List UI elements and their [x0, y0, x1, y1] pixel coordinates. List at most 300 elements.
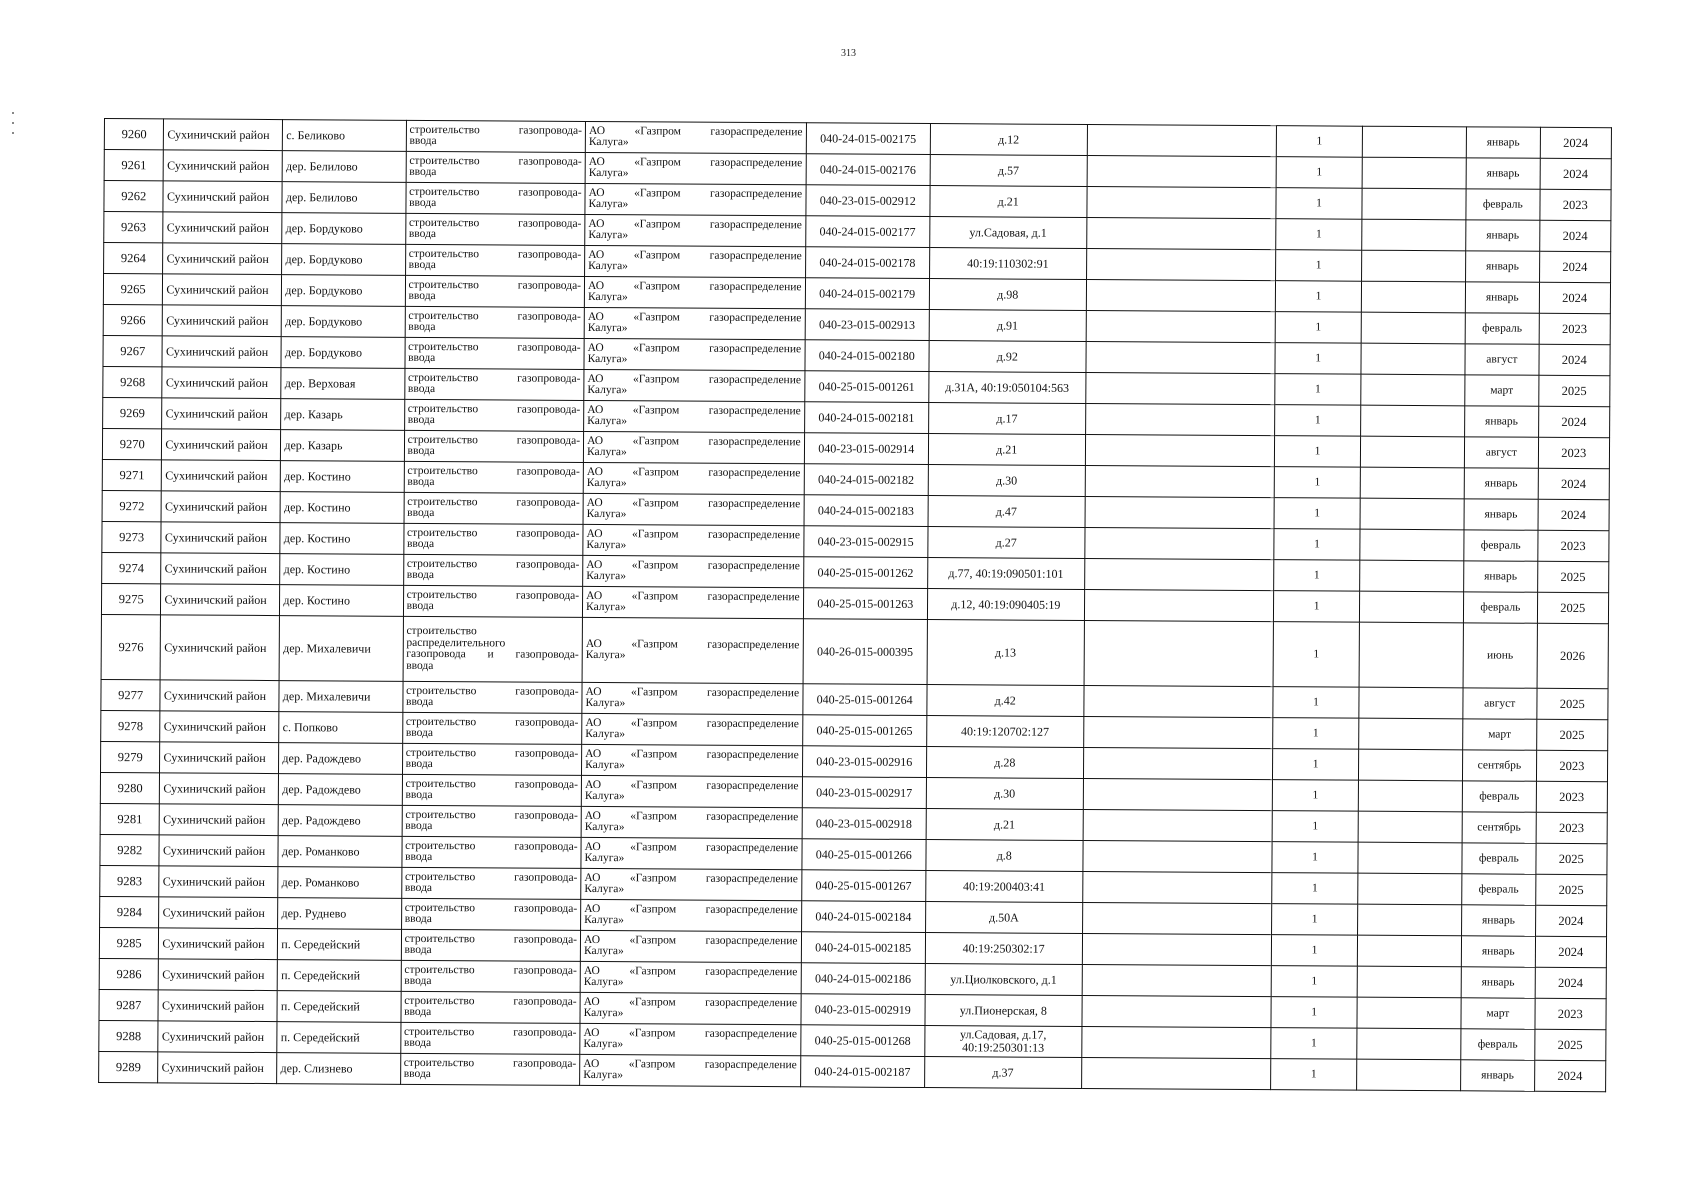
row-number-cell: 9277 [101, 679, 161, 710]
work-type-line: строительство газопровода- [408, 340, 581, 354]
year-cell: 2023 [1535, 998, 1607, 1029]
settlement-cell: с. Попково [279, 712, 402, 744]
month-cell: февраль [1465, 313, 1539, 344]
empty-cell [1357, 1059, 1461, 1091]
address-cell: д.31А, 40:19:050104:563 [929, 372, 1086, 404]
year-cell: 2023 [1536, 750, 1608, 781]
organization-cell [583, 586, 804, 618]
registry-code-cell: 040-24-015-002179 [805, 278, 929, 310]
organization-line: АО «Газпром газораспределение [586, 496, 801, 510]
organization-line: АО «Газпром газораспределение [587, 403, 801, 417]
organization-line: Калуга» [588, 166, 629, 180]
address-cell: ул.Садовая, д.1 [930, 217, 1087, 249]
settlement-cell: дер. Казарь [281, 430, 404, 462]
organization-line: Калуга» [585, 648, 626, 662]
organization-cell [584, 276, 805, 308]
settlement-cell: дер. Романково [278, 836, 401, 868]
work-type-line: ввода [404, 912, 432, 926]
work-type-line: строительство газопровода- [405, 746, 579, 760]
empty-cell [1357, 966, 1461, 998]
empty-cell [1082, 933, 1271, 965]
organization-cell [583, 462, 804, 494]
work-type-line: строительство газопровода- [409, 185, 582, 199]
month-cell: январь [1466, 127, 1540, 158]
work-type-cell [405, 337, 585, 369]
organization-line: АО «Газпром газораспределение [583, 1057, 797, 1071]
row-number-cell: 9274 [102, 552, 162, 583]
month-cell: июнь [1463, 623, 1537, 688]
year-cell: 2024 [1535, 967, 1607, 998]
count-cell: 1 [1276, 188, 1363, 220]
count-cell: 1 [1273, 560, 1360, 592]
registry-code-cell: 040-23-015-002913 [805, 309, 929, 341]
registry-code-cell: 040-25-015-001268 [800, 1025, 924, 1057]
empty-cell [1083, 747, 1272, 779]
address-cell: д.42 [927, 685, 1084, 717]
work-type-line: строительство газопровода- [407, 464, 580, 478]
organization-cell [583, 493, 804, 525]
organization-line: АО «Газпром газораспределение [586, 465, 801, 479]
organization-cell [580, 961, 801, 993]
work-type-cell [402, 712, 582, 744]
settlement-cell: дер. Костино [280, 585, 403, 617]
count-cell: 1 [1275, 250, 1362, 282]
empty-cell [1084, 685, 1273, 717]
registry-code-cell: 040-25-015-001263 [803, 588, 927, 620]
empty-cell [1082, 871, 1271, 903]
work-type-line: ввода [406, 537, 435, 551]
organization-line: АО «Газпром газораспределение [586, 558, 800, 572]
empty-cell [1360, 591, 1464, 623]
registry-code-cell: 040-23-015-002912 [805, 185, 929, 217]
organization-line: АО «Газпром газораспределение [588, 155, 803, 169]
settlement-cell: дер. Руднево [278, 898, 401, 930]
district-cell: Сухиничский район [159, 897, 278, 929]
district-cell: Сухиничский район [163, 212, 282, 244]
row-number-cell: 9278 [101, 710, 161, 741]
count-cell: 1 [1271, 1028, 1358, 1060]
settlement-cell: дер. Костино [280, 523, 403, 555]
settlement-cell: дер. Белилово [282, 151, 405, 183]
organization-cell [585, 152, 806, 184]
address-cell: д.98 [929, 279, 1086, 311]
registry-code-cell: 040-24-015-002187 [800, 1056, 924, 1088]
address-cell: д.47 [928, 496, 1085, 528]
work-type-line: ввода [406, 599, 434, 613]
month-cell: март [1461, 998, 1535, 1029]
organization-line: АО «Газпром газораспределение [587, 434, 801, 448]
work-type-line: ввода [405, 819, 433, 833]
empty-cell [1082, 995, 1271, 1027]
year-cell: 2024 [1539, 344, 1611, 375]
month-cell: февраль [1464, 592, 1538, 623]
settlement-cell: п. Середейский [278, 929, 401, 961]
work-type-line: строительство газопровода- [409, 154, 582, 168]
district-cell: Сухиничский район [164, 150, 283, 182]
organization-line: Калуга» [588, 197, 629, 211]
empty-cell [1087, 187, 1276, 219]
empty-cell [1086, 311, 1275, 343]
organization-line: Калуга» [584, 820, 625, 834]
organization-cell [584, 338, 805, 370]
organization-cell [582, 713, 803, 745]
address-cell: д.77, 40:19:090501:101 [928, 558, 1085, 590]
work-type-line: ввода [404, 881, 433, 895]
registry-body [99, 119, 1612, 1092]
settlement-cell: дер. Романково [278, 867, 401, 899]
work-type-cell [401, 960, 581, 992]
month-cell: февраль [1462, 874, 1536, 905]
year-cell: 2023 [1536, 781, 1608, 812]
year-cell: 2024 [1538, 468, 1610, 499]
registry-code-cell: 040-26-015-000395 [803, 619, 928, 685]
organization-line: АО «Газпром газораспределение [585, 716, 799, 730]
count-cell: 1 [1272, 749, 1359, 781]
count-cell: 1 [1276, 126, 1363, 158]
empty-cell [1361, 343, 1465, 375]
work-type-line: строительство газопровода- [404, 994, 577, 1008]
empty-cell [1362, 188, 1466, 220]
district-cell: Сухиничский район [164, 119, 283, 151]
empty-cell [1085, 496, 1274, 528]
work-type-cell [400, 1022, 580, 1054]
month-cell: сентябрь [1463, 750, 1537, 781]
organization-line: АО «Газпром газораспределение [588, 248, 802, 262]
address-cell: д.21 [926, 809, 1083, 841]
work-type-cell [402, 836, 582, 868]
work-type-line: ввода [408, 227, 437, 241]
row-number-cell: 9270 [102, 428, 162, 459]
settlement-cell: с. Беликово [283, 120, 406, 152]
district-cell: Сухиничский район [158, 1021, 277, 1053]
empty-cell [1081, 1057, 1270, 1089]
month-cell: январь [1461, 936, 1535, 967]
empty-cell [1085, 434, 1274, 466]
work-type-cell [401, 929, 581, 961]
work-type-line: ввода [406, 659, 434, 672]
empty-cell [1361, 312, 1465, 344]
registry-code-cell: 040-24-015-002185 [801, 932, 925, 964]
work-type-line: строительство газопровода- [405, 777, 579, 791]
settlement-cell: п. Середейский [278, 960, 401, 992]
district-cell: Сухиничский район [160, 742, 279, 774]
page-number: 313 [841, 48, 856, 59]
empty-cell [1359, 780, 1463, 812]
work-type-line: строительство газопровода- [407, 526, 580, 540]
row-number-cell: 9285 [99, 927, 159, 958]
row-number-cell: 9263 [104, 212, 164, 243]
address-cell: д.28 [926, 747, 1083, 779]
organization-cell [581, 868, 802, 900]
empty-cell [1358, 842, 1462, 874]
settlement-cell: дер. Бордуково [282, 244, 405, 276]
district-cell: Сухиничский район [163, 305, 282, 337]
count-cell: 1 [1272, 842, 1359, 874]
work-type-cell [404, 368, 584, 400]
year-cell: 2024 [1534, 1060, 1606, 1091]
organization-line: АО «Газпром газораспределение [583, 964, 798, 978]
empty-cell [1083, 809, 1272, 841]
settlement-cell: дер. Бордуково [282, 306, 405, 338]
settlement-cell: дер. Слизнево [277, 1053, 400, 1085]
month-cell: август [1465, 344, 1539, 375]
work-type-line: строительство газопровода- [408, 309, 581, 323]
address-cell: 40:19:250302:17 [925, 933, 1082, 965]
work-type-line: ввода [405, 726, 434, 740]
empty-cell [1085, 465, 1274, 497]
month-cell: январь [1466, 220, 1540, 251]
organization-line: Калуга» [584, 851, 625, 865]
empty-cell [1361, 405, 1465, 437]
empty-cell [1086, 249, 1275, 281]
work-type-cell [401, 898, 581, 930]
organization-line: АО «Газпром газораспределение [583, 1026, 798, 1040]
registry-code-cell: 040-24-015-002181 [804, 402, 928, 434]
month-cell: февраль [1461, 1029, 1535, 1060]
count-cell: 1 [1274, 467, 1361, 499]
row-number-cell: 9268 [103, 366, 163, 397]
year-cell: 2025 [1536, 719, 1608, 750]
year-cell: 2023 [1537, 530, 1609, 561]
work-type-line: строительство газопровода- [407, 433, 581, 447]
address-cell: д.21 [928, 434, 1085, 466]
organization-cell [584, 369, 805, 401]
organization-line: АО «Газпром газораспределение [587, 341, 802, 355]
month-cell: январь [1465, 406, 1539, 437]
row-number-cell: 9260 [104, 119, 164, 150]
organization-cell [583, 555, 804, 587]
address-cell: д.8 [926, 840, 1083, 872]
district-cell: Сухиничский район [163, 181, 282, 213]
count-cell: 1 [1275, 374, 1362, 406]
empty-cell [1359, 622, 1463, 688]
organization-line: АО «Газпром газораспределение [584, 871, 798, 885]
registry-code-cell: 040-25-015-001262 [803, 557, 927, 589]
work-type-line: ввода [405, 788, 433, 802]
count-cell: 1 [1274, 498, 1361, 530]
district-cell: Сухиничский район [161, 522, 280, 554]
work-type-line: ввода [409, 134, 437, 148]
month-cell: январь [1464, 561, 1538, 592]
count-cell: 1 [1274, 436, 1361, 468]
empty-cell [1083, 778, 1272, 810]
district-cell: Сухиничский район [161, 553, 280, 585]
count-cell: 1 [1271, 966, 1358, 998]
work-type-cell [404, 399, 584, 431]
empty-cell [1082, 964, 1271, 996]
district-cell: Сухиничский район [160, 804, 279, 836]
settlement-cell: дер. Белилово [282, 182, 405, 214]
row-number-cell: 9272 [102, 490, 162, 521]
empty-cell [1086, 342, 1275, 374]
count-cell: 1 [1272, 873, 1359, 905]
registry-code-cell: 040-24-015-002177 [805, 216, 929, 248]
work-type-cell [402, 805, 582, 837]
row-number-cell: 9276 [101, 614, 161, 679]
count-cell: 1 [1275, 343, 1362, 375]
organization-cell [585, 214, 806, 246]
organization-line: Калуга» [585, 696, 626, 710]
empty-cell [1086, 280, 1275, 312]
organization-line: АО «Газпром газораспределение [584, 778, 799, 792]
registry-code-cell: 040-25-015-001266 [801, 839, 925, 871]
organization-line: Калуга» [583, 975, 624, 989]
month-cell: январь [1466, 251, 1540, 282]
work-type-line: строительство газопровода- [406, 557, 580, 571]
work-type-line: строительство газопровода- [404, 932, 578, 946]
year-cell: 2024 [1540, 158, 1612, 189]
year-cell: 2024 [1539, 251, 1611, 282]
work-type-line: строительство газопровода- [409, 123, 583, 137]
month-cell: февраль [1466, 189, 1540, 220]
organization-line: Калуга» [586, 569, 627, 583]
count-cell: 1 [1273, 622, 1360, 688]
district-cell: Сухиничский район [160, 711, 279, 743]
empty-cell [1086, 218, 1275, 250]
empty-cell [1358, 811, 1462, 843]
work-type-cell [405, 244, 585, 276]
empty-cell [1360, 498, 1464, 530]
settlement-cell: дер. Бордуково [282, 275, 405, 307]
registry-code-cell: 040-23-015-002914 [804, 433, 928, 465]
address-cell: ул.Садовая, д.17, 40:19:250301:13 [925, 1026, 1082, 1058]
organization-line: Калуга» [586, 476, 627, 490]
month-cell: сентябрь [1462, 812, 1536, 843]
row-number-cell: 9281 [100, 803, 160, 834]
work-type-line: строительство газопровода- [403, 1025, 577, 1039]
row-number-cell: 9261 [104, 150, 164, 181]
work-type-line: ввода [408, 289, 436, 303]
work-type-cell [402, 681, 582, 713]
work-type-cell [405, 306, 585, 338]
row-number-cell: 9286 [99, 958, 159, 989]
month-cell: январь [1464, 468, 1538, 499]
year-cell: 2024 [1538, 499, 1610, 530]
address-cell: 40:19:200403:41 [926, 871, 1083, 903]
district-cell: Сухиничский район [162, 336, 281, 368]
address-cell: д.17 [928, 403, 1085, 435]
row-number-cell: 9271 [102, 459, 162, 490]
empty-cell [1357, 997, 1461, 1029]
organization-cell [585, 245, 806, 277]
work-type-line: ввода [407, 382, 436, 396]
row-number-cell: 9264 [104, 243, 164, 274]
count-cell: 1 [1272, 811, 1359, 843]
empty-cell [1084, 527, 1273, 559]
empty-cell [1084, 620, 1274, 686]
work-type-line: строительство газопровода- [404, 963, 577, 977]
count-cell: 1 [1276, 219, 1363, 251]
count-cell: 1 [1271, 904, 1358, 936]
work-type-line: строительство газопровода- [407, 495, 580, 509]
work-type-line: ввода [408, 320, 436, 334]
organization-cell [581, 806, 802, 838]
district-cell: Сухиничский район [158, 990, 277, 1022]
empty-cell [1360, 529, 1464, 561]
district-cell: Сухиничский район [159, 866, 278, 898]
organization-line: Калуга» [587, 290, 628, 304]
year-cell: 2025 [1535, 843, 1607, 874]
empty-cell [1361, 374, 1465, 406]
work-type-line: ввода [407, 475, 435, 489]
organization-line: Калуга» [583, 1068, 624, 1082]
empty-cell [1359, 687, 1463, 719]
count-cell: 1 [1270, 1059, 1357, 1091]
empty-cell [1085, 404, 1274, 436]
work-type-line: строительство газопровода- [404, 870, 578, 884]
count-cell: 1 [1271, 935, 1358, 967]
organization-cell [581, 837, 802, 869]
settlement-cell: дер. Михалевичи [279, 681, 402, 713]
work-type-line: строительство газопровода- [405, 715, 579, 729]
work-type-line: ввода [403, 1067, 431, 1081]
year-cell: 2025 [1537, 592, 1609, 623]
district-cell: Сухиничский район [161, 584, 280, 616]
year-cell: 2025 [1537, 561, 1609, 592]
work-type-cell [406, 182, 586, 214]
organization-cell [581, 775, 802, 807]
row-number-cell: 9265 [103, 274, 163, 305]
organization-line: Калуга» [588, 259, 628, 273]
row-number-cell: 9262 [104, 181, 164, 212]
address-cell: ул.Циолковского, д.1 [925, 964, 1082, 996]
empty-cell [1083, 716, 1272, 748]
work-type-line: строительство газопровода- [408, 216, 582, 230]
empty-cell [1082, 902, 1271, 934]
month-cell: март [1465, 375, 1539, 406]
organization-line: Калуга» [588, 135, 629, 149]
district-cell: Сухиничский район [158, 1052, 277, 1084]
organization-line: Калуга» [586, 600, 626, 614]
work-type-line: строительство газопровода- [407, 371, 581, 385]
work-type-line: ввода [404, 943, 432, 957]
work-type-line: ввода [408, 351, 436, 365]
organization-line: АО «Газпром газораспределение [586, 527, 801, 541]
district-cell: Сухиничский район [159, 959, 278, 991]
organization-cell [584, 307, 805, 339]
year-cell: 2024 [1538, 406, 1610, 437]
scan-marks [12, 112, 14, 152]
registry-code-cell: 040-24-015-002176 [806, 154, 930, 186]
organization-line: Калуга» [586, 538, 627, 552]
month-cell: январь [1461, 967, 1535, 998]
row-number-cell: 9273 [102, 521, 162, 552]
work-type-cell [405, 213, 585, 245]
empty-cell [1087, 156, 1276, 188]
organization-line: Калуга» [585, 758, 625, 772]
empty-cell [1358, 904, 1462, 936]
address-cell: д.21 [930, 186, 1087, 218]
work-type-line: распределительного [406, 636, 506, 649]
work-type-cell [403, 554, 583, 586]
registry-code-cell: 040-24-015-002180 [805, 340, 929, 372]
count-cell: 1 [1272, 780, 1359, 812]
row-number-cell: 9287 [99, 989, 159, 1020]
organization-cell [580, 1023, 801, 1055]
count-cell: 1 [1276, 157, 1363, 189]
organization-line: Калуга» [583, 1037, 624, 1051]
year-cell: 2024 [1539, 220, 1611, 251]
district-cell: Сухиничский район [163, 243, 282, 275]
organization-line: Калуга» [585, 727, 626, 741]
registry-code-cell: 040-23-015-002918 [802, 808, 926, 840]
address-cell: д.12, 40:19:090405:19 [927, 589, 1084, 621]
organization-line: Калуга» [586, 445, 627, 459]
month-cell: февраль [1464, 530, 1538, 561]
settlement-cell: дер. Радождево [279, 743, 402, 775]
organization-cell [580, 1054, 801, 1086]
row-number-cell: 9266 [103, 304, 163, 335]
